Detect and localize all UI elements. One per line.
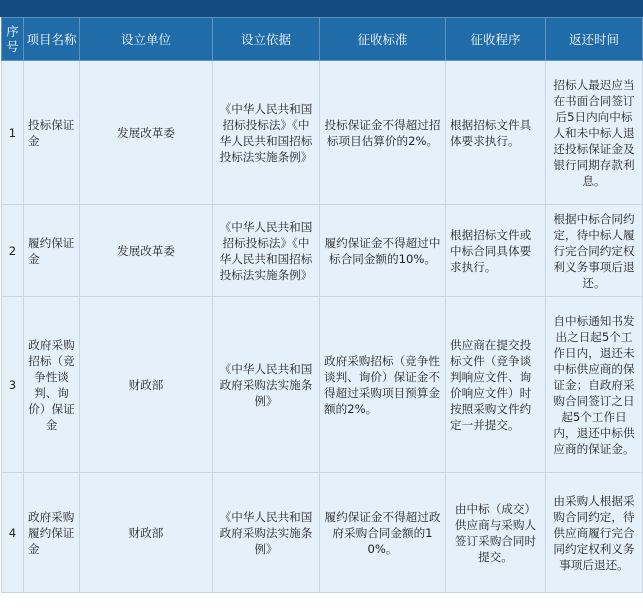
unit: 财政部 <box>80 297 213 473</box>
basis: 《中华人民共和国招标投标法》《中华人民共和国招标投标法实施条例》 <box>213 61 320 205</box>
procedure: 供应商在提交投标文件（竞争谈判响应文件、询价响应文件）时按照采购文件约定一并提交。 <box>446 297 546 473</box>
standard: 履约保证金不得超过政府采购合同金额的10%。 <box>320 473 446 593</box>
deposit-table <box>1 17 643 593</box>
standard: 投标保证金不得超过招标项目估算价的2%。 <box>320 61 446 205</box>
basis: 《中华人民共和国政府采购法实施条例》 <box>213 473 320 593</box>
project-name: 政府采购履约保证金 <box>24 473 80 593</box>
procedure: 由中标（成交）供应商与采购人签订采购合同时提交。 <box>446 473 546 593</box>
header-refund-time: 返还时间 <box>546 18 643 61</box>
header-basis: 设立依据 <box>213 18 320 61</box>
header-standard: 征收标准 <box>320 18 446 61</box>
basis: 《中华人民共和国政府采购法实施条例》 <box>213 297 320 473</box>
standard: 履约保证金不得超过中标合同金额的10%。 <box>320 205 446 297</box>
row-number: 1 <box>2 61 24 205</box>
refund-time: 由采购人根据采购合同约定，待供应商履行完合同约定权利义务事项后退还。 <box>546 473 643 593</box>
refund-time: 自中标通知书发出之日起5个工作日内，退还未中标供应商的保证金；自政府采购合同签订之日起5个工作日内，退还中标供应商的保证金。 <box>546 297 643 473</box>
table-row <box>2 61 643 205</box>
procedure: 根据招标文件或中标合同具体要求执行。 <box>446 205 546 297</box>
unit: 发展改革委 <box>80 61 213 205</box>
procedure: 根据招标文件具体要求执行。 <box>446 61 546 205</box>
row-number: 4 <box>2 473 24 593</box>
refund-time: 招标人最迟应当在书面合同签订后5日内向中标人和未中标人退还投标保证金及银行同期存款利息。 <box>546 61 643 205</box>
header-number: 序号 <box>2 18 24 61</box>
table-row <box>2 205 643 297</box>
row-number: 2 <box>2 205 24 297</box>
top-banner <box>0 0 643 17</box>
project-name: 政府采购招标（竞争性谈判、询价）保证金 <box>24 297 80 473</box>
table-row <box>2 473 643 593</box>
header-project-name: 项目名称 <box>24 18 80 61</box>
table-row <box>2 297 643 473</box>
unit: 发展改革委 <box>80 205 213 297</box>
header-procedure: 征收程序 <box>446 18 546 61</box>
standard: 政府采购招标（竞争性谈判、询价）保证金不得超过采购项目预算金额的2%。 <box>320 297 446 473</box>
header-unit: 设立单位 <box>80 18 213 61</box>
row-number: 3 <box>2 297 24 473</box>
unit: 财政部 <box>80 473 213 593</box>
project-name: 投标保证金 <box>24 61 80 205</box>
basis: 《中华人民共和国招标投标法》《中华人民共和国招标投标法实施条例》 <box>213 205 320 297</box>
project-name: 履约保证金 <box>24 205 80 297</box>
refund-time: 根据中标合同约定，待中标人履行完合同约定权利义务事项后退还。 <box>546 205 643 297</box>
header-row <box>2 18 643 61</box>
